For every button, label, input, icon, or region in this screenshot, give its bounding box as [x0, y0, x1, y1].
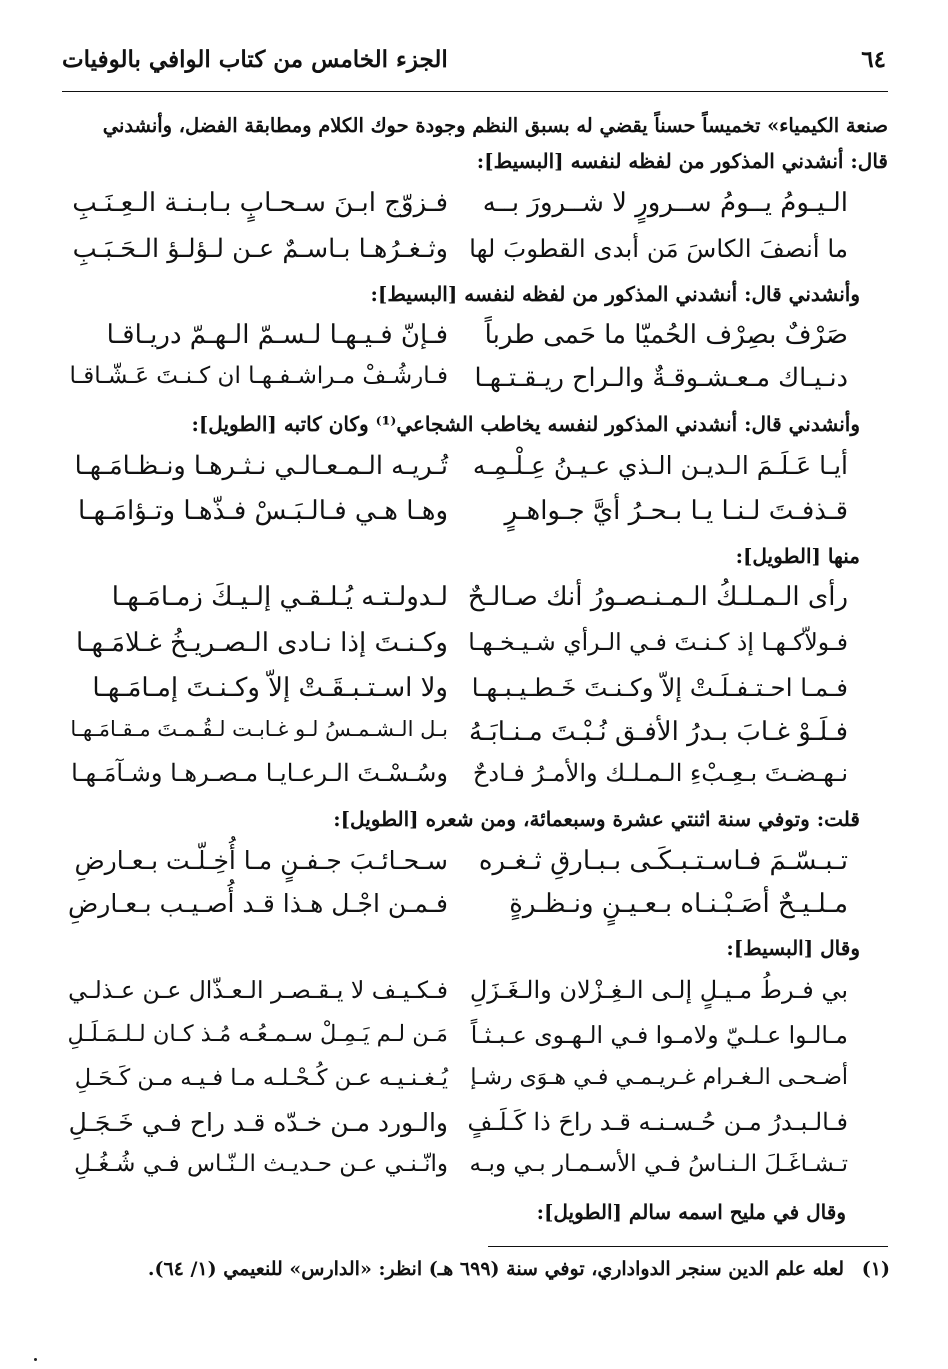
verse-hemistich-left: والـورد مـن خـدّه قـد راح فـي خَـجَـلِ [68, 1108, 448, 1137]
verse-hemistich-right: نـهـضـتَ بـعِـبْءِ الـمـلـك والأمـرُ فـادحٌ [472, 759, 848, 787]
verse-hemistich-left: يُـغـنـيـه عـن كُـحْـلـه مـا فـيـه مـن كَـحَـلِ [74, 1065, 448, 1091]
verse-hemistich-right: فـمـا احـتـفـلَـتْ إلاّ وكـنـتَ خَـطـيـبـهـا [471, 673, 848, 702]
verse-hemistich-right: رأى الـمـلـكُ الـمـنـصـورُ أنك صـالـحٌ [467, 582, 848, 612]
verse-hemistich-right: أضـحـى الـغـرام غـريـمـي فـي هـوَى رشـإ [470, 1065, 848, 1090]
verse-intro: وأنشدني قال: أنشدني المذكور من لفظه لنفسه [البسيط]: [370, 282, 860, 306]
verse-hemistich-left: فـمـن اجْـل هـذا قـد أُصـيـب بـعـارضِ [68, 889, 448, 918]
verse-intro: وقال [البسيط]: [726, 936, 860, 960]
verse-hemistich-right: صَرْفٌ بصِرْف الحُميّا ما حَمى طرباً [484, 320, 848, 350]
prose-line: قال: أنشدني المذكور من لفظه لنفسه [البسيط]: [476, 149, 888, 173]
verse-hemistich-right: مـالـوا عـلـيّ ولامـوا فـي الـهـوى عـبـثـاً [470, 1021, 848, 1049]
verse-hemistich-left: وانّـنـي عـن حـديـث الـنّـاس فـي شُـغُـلِ [74, 1151, 448, 1177]
verse-hemistich-right: قـذفـتَ لـنـا يـا بـحـرُ أيَّ جـواهـرٍ [504, 496, 848, 526]
footnote-number: (١) [861, 1258, 890, 1280]
scan-speck [34, 1358, 37, 1361]
verse-hemistich-left: فـزوّج ابـنَ سـحـابٍ بـابـنـة الـعِـنَـبِ [72, 188, 448, 218]
verse-hemistich-left: فـارشُـفْ مـراشـفـهـا ان كـنـتَ عَـشّـاقـا [69, 363, 448, 389]
verse-intro: قلت: وتوفي سنة اثنتي عشرة وسبعمائة، ومن شعره [الطويل]: [333, 807, 860, 831]
verse-hemistich-left: سـحـائـبَ جـفـنٍ مـا أُخِـلّـت بـعـارضِ [74, 846, 448, 875]
verse-hemistich-left: تُـريـه الـمـعـالـي نـثـرهـا ونـظـامَـهـا [74, 451, 448, 481]
verse-hemistich-left: فـإنّ فـيـهـا لـسـمّ الـهـمّ دريـاقـا [106, 320, 448, 350]
page-number: ٦٤ [861, 46, 886, 73]
verse-hemistich-left: وسُـسْـتَ الـرعـايـا مـصـرهـا وشـآمَـهـا [71, 759, 448, 787]
verse-hemistich-right: فـولاّكـهـا إذ كـنـتَ فـي الـرأي شـيـخـهـا [468, 628, 848, 656]
footnote-rule [488, 1246, 888, 1247]
verse-hemistich-left: لـدولـتـه يُـلـقـي إلـيـكَ زمـامَـهـا [111, 582, 448, 612]
verse-hemistich-right: بي فـرطُ مـيـلٍ إلـى الـغِـزْلان والـغَـزَلِ [469, 976, 848, 1004]
verse-hemistich-left: وكـنـتَ إذا نـادى الـصـريـخُ غـلامَـهـا [75, 628, 448, 658]
verse-hemistich-right: فـالـبـدرُ مـن حُـسـنـه قـد راحَ ذا كَـلَـفٍ [467, 1108, 848, 1136]
running-title: الجزء الخامس من كتاب الوافي بالوفيات [62, 46, 448, 73]
verse-hemistich-right: الـيـومُ يــومُ ســرورٍ لا شــرورَ بــه [482, 188, 848, 218]
verse-hemistich-right: دنـيـاك مـعـشـوقـةٌ والـراح ريـقـتـهـا [474, 363, 848, 393]
footnote-text: لعله علم الدين سنجر الدواداري، توفي سنة (٦٩٩ هـ) انظر: «الدارس» للنعيمي (١/ ٦٤). [147, 1258, 844, 1280]
verse-hemistich-right: ما أنصفَ الكاسَ مَن أبدى القطوبَ لها [469, 234, 848, 263]
header-rule [62, 91, 888, 92]
page-header [62, 40, 886, 86]
verse-hemistich-left: فـكـيـف لا يـقـصـر الـعـذّال عـن عـذلـي [68, 976, 448, 1004]
verse-hemistich-left: بـل الـشـمـسُ لـو غـابـت لـقُـمـتَ مـقـامَـهـا [70, 717, 448, 741]
prose-line: صنعة الكيمياء» تخميساً حسناً يقضي له بسبق النظم وجودة حوك الكلام ومطابقة الفضل، وأنشدني [102, 114, 888, 137]
verse-hemistich-left: وهـا هـي فـالـبَـسْ فـذّهـا وتـؤامَـهـا [77, 496, 448, 526]
verse-intro: وقال في مليح اسمه سالم [الطويل]: [536, 1200, 846, 1224]
verse-intro: منها [الطويل]: [735, 544, 860, 568]
verse-hemistich-left: مَـن لـم يَـمِـلْ سـمـعُـه مُـذ كـان لـلـمَـلَـلِ [67, 1021, 448, 1047]
verse-hemistich-left: وثـغـرُهـا بـاسـمٌ عـن لـؤلـؤ الـحَـبَـبِ [72, 234, 448, 264]
verse-hemistich-right: تـشـاغَـلَ الـنـاسُ فـي الأسـمـار بـي وبـه [469, 1151, 848, 1177]
verse-hemistich-right: أيـا عَـلَـمَ الـديـن الـذي عـيـنُ عِـلْـمِـه [472, 451, 848, 480]
verse-hemistich-right: تـبـسّـمَ فـاسـتـبـكَـى بـبـارقِ ثـغـره [478, 846, 848, 876]
verse-hemistich-right: مـلـيـحٌ أصَـبْـنـاه بـعـيـنٍ ونـظـرةٍ [509, 889, 848, 919]
verse-hemistich-left: ولا اسـتـبـقَـتْ إلاّ وكـنـتَ إمـامَـهـا [92, 673, 448, 703]
verse-hemistich-right: فـلَـوْ غـابَ بـدرُ الأفـق نُـبْـتَ مـنـابَـهُ [468, 717, 848, 747]
verse-intro: وأنشدني قال: أنشدني المذكور لنفسه يخاطب الشجاعي⁽¹⁾ وكان كاتبه [الطويل]: [191, 412, 860, 436]
